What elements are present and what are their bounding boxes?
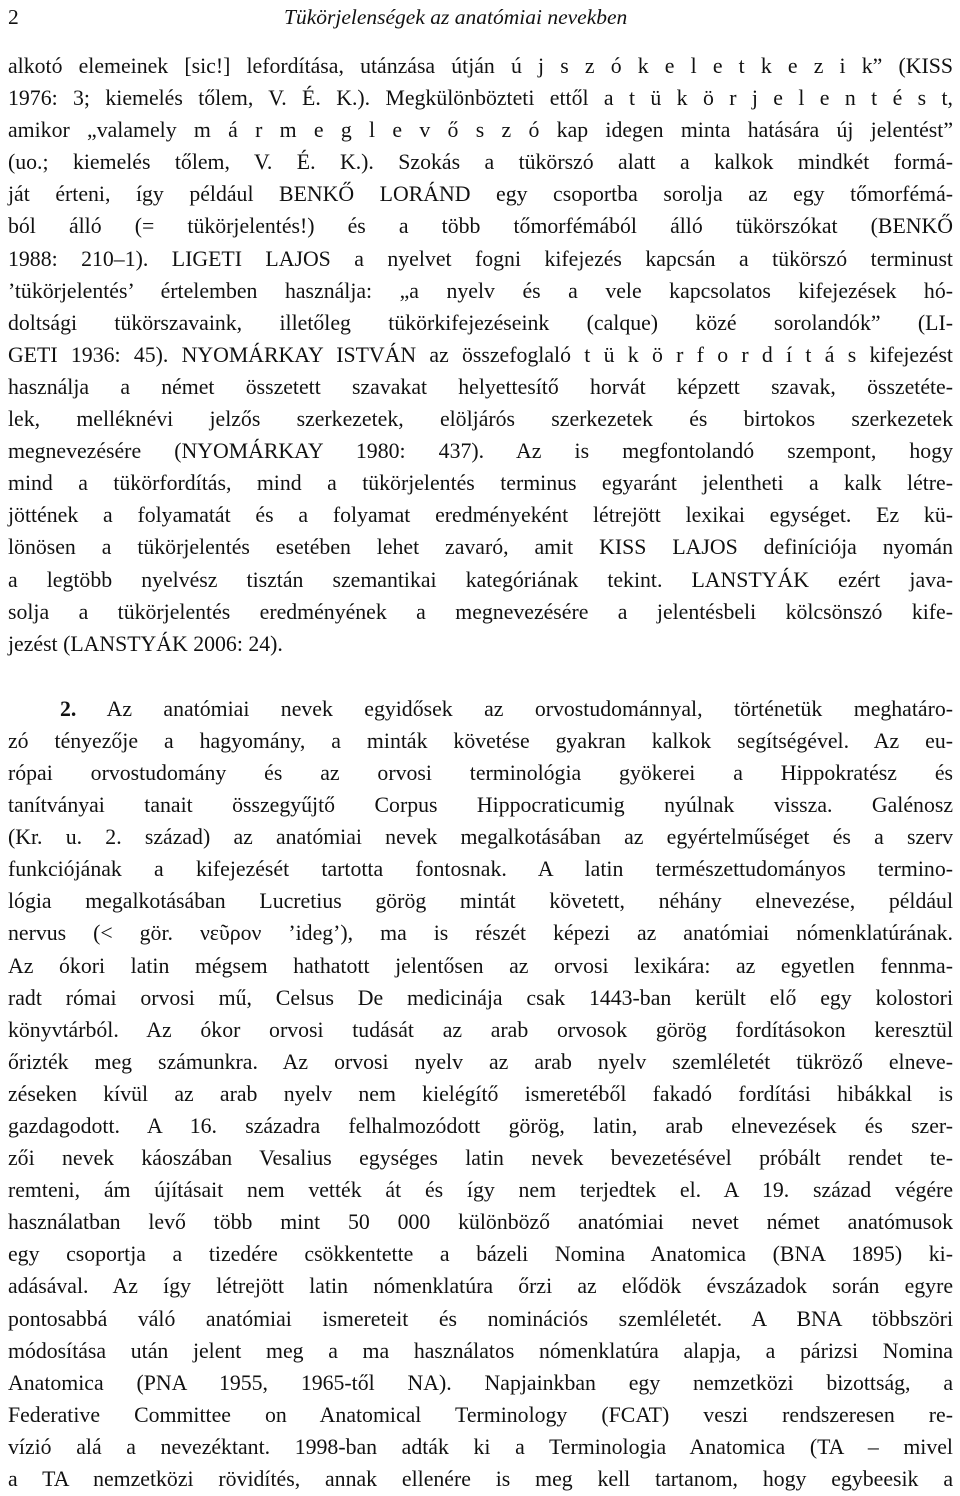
paragraph-1 [8, 50, 953, 660]
text-line: rópai orvostudomány és az orvosi terminológia gyökerei a Hippokratész és [8, 760, 953, 785]
text-line: egy csoportja a tizedére csökkentette a bázeli Nomina Anatomica (BNA 1895) ki- [8, 1242, 953, 1267]
text-line: módosítása után jelent meg a ma használatos nómenklatúra alapja, a párizsi Nomina [8, 1338, 953, 1363]
text-line: jöttének a folyamatát és a folyamat eredményeként létrejött lexikai egységet. Ez kü- [8, 503, 953, 528]
text-line: nervus (< gör. νεῦρον ’ideg’), ma is részét képezi az anatómiai nómenklatúrának. [8, 921, 953, 946]
text-line: használja a német összetett szavakat helyettesítő horvát képzett szavak, összetéte- [8, 374, 953, 399]
text-line: a TA nemzetközi rövidítés, annak ellenére is meg kell tartanom, hogy egybeesik a [8, 1467, 953, 1492]
paragraph-2 [8, 725, 953, 1495]
text-line: vízió alá a nevezéktant. 1998-ban adták ki a Terminologia Anatomica (TA – mivel [8, 1434, 953, 1459]
body-text [8, 50, 953, 1495]
text-line: solja a tükörjelentés eredményének a megnevezésére a jelentésbeli kölcsönszó kife- [8, 599, 953, 624]
page-number: 2 [8, 4, 19, 29]
text-line: zéseken kívül az arab nyelv nem kielégítő ismeretéből fakadó fordítási hibákkal is [8, 1081, 953, 1106]
text-line: adásával. Az így létrejött latin nómenklatúra őrzi az elődök évszázadok során egyre [8, 1274, 953, 1299]
text-line: jezést (LANSTYÁK 2006: 24). [8, 631, 283, 656]
paragraph-gap [8, 660, 953, 693]
text-line: amikor „valamely m á r m e g l e v ő s z ó kap idegen minta hatására új jelentést” [8, 118, 953, 143]
text-line: zői nevek káoszában Vesalius egységes latin nevek bevezetésével próbált rendet te- [8, 1146, 953, 1171]
text-line: Federative Committee on Anatomical Terminology (FCAT) veszi rendszeresen re- [8, 1402, 953, 1427]
text-line: lönösen a tükörjelentés esetében lehet zavaró, amit KISS LAJOS definíciója nyomán [8, 535, 953, 560]
text-line: alkotó elemeinek [sic!] lefordítása, utánzása útján ú j s z ó k e l e t k e z i k” (KISS [8, 54, 953, 78]
text-line: funkciójának a kifejezését tartotta fontosnak. A latin természettudományos termino- [8, 857, 953, 882]
text-line: gazdagodott. A 16. századra felhalmozódott görög, latin, arab elnevezések és szer- [8, 1114, 953, 1138]
text-line: ’tükörjelentés’ értelemben használja: „a nyelv és a vele kapcsolatos kifejezések hó- [8, 278, 953, 303]
running-title: Tükörjelenségek az anatómiai nevekben [284, 4, 628, 29]
text-line: ját érteni, így például BENKŐ LORÁND egy csoportba sorolja az egy tőmorfémá- [8, 182, 953, 207]
document-page [8, 0, 953, 1495]
text-line: remteni, ám újításait nem vették át és így nem terjedtek el. A 19. század végére [8, 1178, 953, 1203]
text-line: pontosabbá váló anatómiai ismereteit és nominációs szemléletét. A BNA többszöri [8, 1306, 953, 1331]
text-line: megnevezésére (NYOMÁRKAY 1980: 437). Az is megfontolandó szempont, hogy [8, 439, 953, 464]
text-line: radt római orvosi mű, Celsus De medicinája csak 1443-ban került elő egy kolostori [8, 985, 953, 1010]
text-line: a legtöbb nyelvész tisztán szemantikai kategóriának tekint. LANSTYÁK ezért java- [8, 567, 953, 592]
text-line: mind a tükörfordítás, mind a tükörjelentés terminus egyaránt jelentheti a kalk létre- [8, 471, 953, 496]
text-line: GETI 1936: 45). NYOMÁRKAY ISTVÁN az összefoglaló t ü k ö r f o r d í t á s kifejezést [8, 342, 953, 367]
text-line: zó tényezője a hagyomány, a minták követése gyakran kalkok segítségével. Az eu- [8, 728, 953, 753]
text-line: őrizték meg számunkra. Az orvosi nyelv az arab nyelv szemléletét tükröző elneve- [8, 1049, 953, 1074]
text-line: lek, melléknévi jelzős szerkezetek, elöljárós szerkezetek és birtokos szerkezetek [8, 407, 953, 432]
text-line: ból álló (= tükörjelentés!) és a több tőmorfémából álló tükörszókat (BENKŐ [8, 214, 953, 239]
text-line: doltsági tükörszavaink, illetőleg tükörkifejezéseink (calque) közé sorolandók” (LI- [8, 310, 953, 335]
text-line: 1976: 3; kiemelés tőlem, V. É. K.). Megkülönbözteti ettől a t ü k ö r j e l e n t é s t, [8, 86, 953, 111]
paragraph-2-first-line [8, 693, 953, 725]
text-line: Az ókori latin mégsem hathatott jelentősen az orvosi lexikára: az egyetlen fennma- [8, 953, 953, 978]
text-line: 1988: 210–1). LIGETI LAJOS a nyelvet fogni kifejezés kapcsán a tükörszó terminust [8, 246, 953, 271]
text-line: könyvtárból. Az ókor orvosi tudását az arab orvosok görög fordításokon keresztül [8, 1017, 953, 1042]
text-line: (uo.; kiemelés tőlem, V. É. K.). Szokás a tükörszó alatt a kalkok mindkét formá- [8, 150, 953, 175]
page-header [8, 0, 953, 34]
text-line: lógia megalkotásában Lucretius görög mintát követett, néhány elnevezése, például [8, 889, 953, 914]
text-line: (Kr. u. 2. század) az anatómiai nevek megalkotásában az egyértelműséget és a szerv [8, 825, 953, 850]
text-line: tanítványai tanait összegyűjtő Corpus Hippocraticumig nyúlnak vissza. Galénosz [8, 793, 953, 818]
paragraph-2-first-line-text: Az anatómiai nevek egyidősek az orvostudománnyal, történetük meghatáro- [106, 696, 953, 721]
section-number: 2. [60, 696, 77, 721]
text-line: használatban levő több mint 50 000 különböző anatómiai nevet német anatómusok [8, 1210, 953, 1235]
text-line: Anatomica (PNA 1955, 1965-től NA). Napjainkban egy nemzetközi bizottság, a [8, 1370, 953, 1395]
